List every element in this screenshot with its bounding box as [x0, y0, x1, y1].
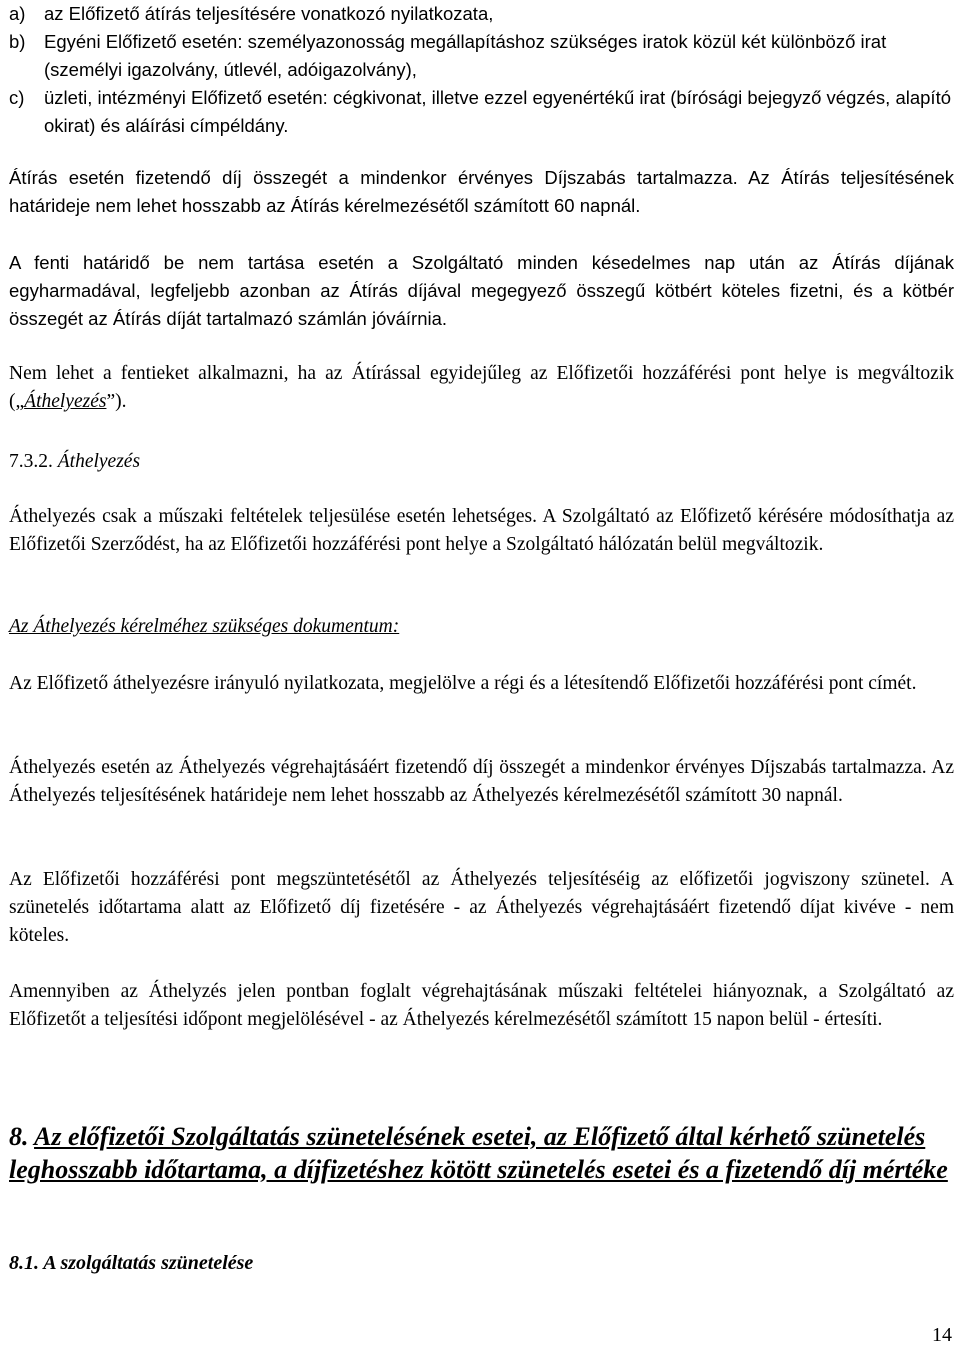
- page-number: 14: [932, 1324, 952, 1346]
- list-item-text: üzleti, intézményi Előfizető esetén: cégkivonat, illetve ezzel egyenértékű irat (bírósági bejegyző végzés, alapító okirat) és aláírási címpéldány.: [44, 87, 951, 136]
- penalty-paragraph: A fenti határidő be nem tartása esetén a Szolgáltató minden késedelmes nap után az Átírás díjának egyharmadával, legfeljebb azonban az Átírás díjával megegyező összegű kötbért köteles fizetni, és a kötbér összegét az Átírás díját tartalmazó számlán jóváírnia.: [9, 252, 954, 329]
- notification-paragraph: Amennyiben az Áthelyzés jelen pontban foglalt végrehajtásának műszaki feltételei hiányoznak, a Szolgáltató az Előfizetőt a teljesítési időpont megjelölésével - az Áthelyezés kérelmezésétől számított 15 napon belül - értesíti.: [9, 981, 954, 1030]
- list-item-text: az Előfizető átírás teljesítésére vonatkozó nyilatkozata,: [44, 3, 494, 24]
- list-marker: a): [9, 3, 26, 24]
- section-number: 8.: [9, 1122, 29, 1151]
- relocation-statement-paragraph: Az Előfizető áthelyezésre irányuló nyilatkozata, megjelölve a régi és a létesítendő Előfizetői hozzáférési pont címét.: [9, 673, 917, 694]
- relocation-exception-paragraph: [9, 360, 954, 416]
- defined-term: Áthelyezés: [24, 391, 107, 412]
- section-heading-8: [9, 1120, 954, 1186]
- relocation-paragraph: Áthelyezés csak a műszaki feltételek teljesülése esetén lehetséges. A Szolgáltató az Előfizető kérésére módosíthatja az Előfizetői Szerződést, ha az Előfizetői hozzáférési pont helye a Szolgáltató hálózatán belül megváltozik.: [9, 506, 954, 555]
- relocation-fee-paragraph: Áthelyezés esetén az Áthelyezés végrehajtásáért fizetendő díj összegét a mindenkor érvényes Díjszabás tartalmazza. Az Áthelyezés teljesítésének határideje nem lehet hosszabb az Áthelyezés kérelmezésétől számított 30 napnál.: [9, 757, 954, 806]
- suspension-paragraph: Az Előfizetői hozzáférési pont megszüntetésétől az Áthelyezés teljesítéséig az előfizetői jogviszony szünetel. A szünetelés időtartama alatt az Előfizető díj fizetésére - az Áthelyezés végrehajtásáért fizetendő díjat kivéve - nem köteles.: [9, 869, 954, 946]
- list-marker: b): [9, 31, 26, 52]
- list-marker: c): [9, 87, 25, 108]
- paragraph-text: Nem lehet a fentieket alkalmazni, ha az Átírással egyidejűleg az Előfizetői hozzáférési pont helye is megváltozik („: [9, 363, 954, 412]
- section-title: Az előfizetői Szolgáltatás szünetelésének esetei, az Előfizető által kérhető szünetelés leghosszabb időtartama, a díjfizetéshez kötött szünetelés esetei és a fizetendő díj mértéke: [9, 1122, 948, 1184]
- paragraph-text: ”).: [106, 391, 127, 412]
- documents-heading: Az Áthelyezés kérelméhez szükséges dokumentum:: [9, 616, 400, 637]
- section-number: 7.3.2.: [9, 451, 53, 472]
- transfer-fee-paragraph: Átírás esetén fizetendő díj összegét a mindenkor érvényes Díjszabás tartalmazza. Az Átírás teljesítésének határideje nem lehet hosszabb az Átírás kérelmezésétől számított 60 napnál.: [9, 167, 954, 216]
- list-item: [9, 0, 959, 28]
- list-item: [9, 28, 959, 84]
- list-item: [9, 84, 959, 140]
- section-title: Áthelyezés: [57, 451, 141, 472]
- section-heading-8-1: 8.1. A szolgáltatás szünetelése: [9, 1252, 254, 1274]
- list-item-text: Egyéni Előfizető esetén: személyazonosság megállapításhoz szükséges iratok közül két különböző irat (személyi igazolvány, útlevél, adóigazolvány),: [44, 31, 887, 80]
- required-documents-list: [9, 0, 959, 140]
- section-heading-7-3-2: [9, 448, 954, 476]
